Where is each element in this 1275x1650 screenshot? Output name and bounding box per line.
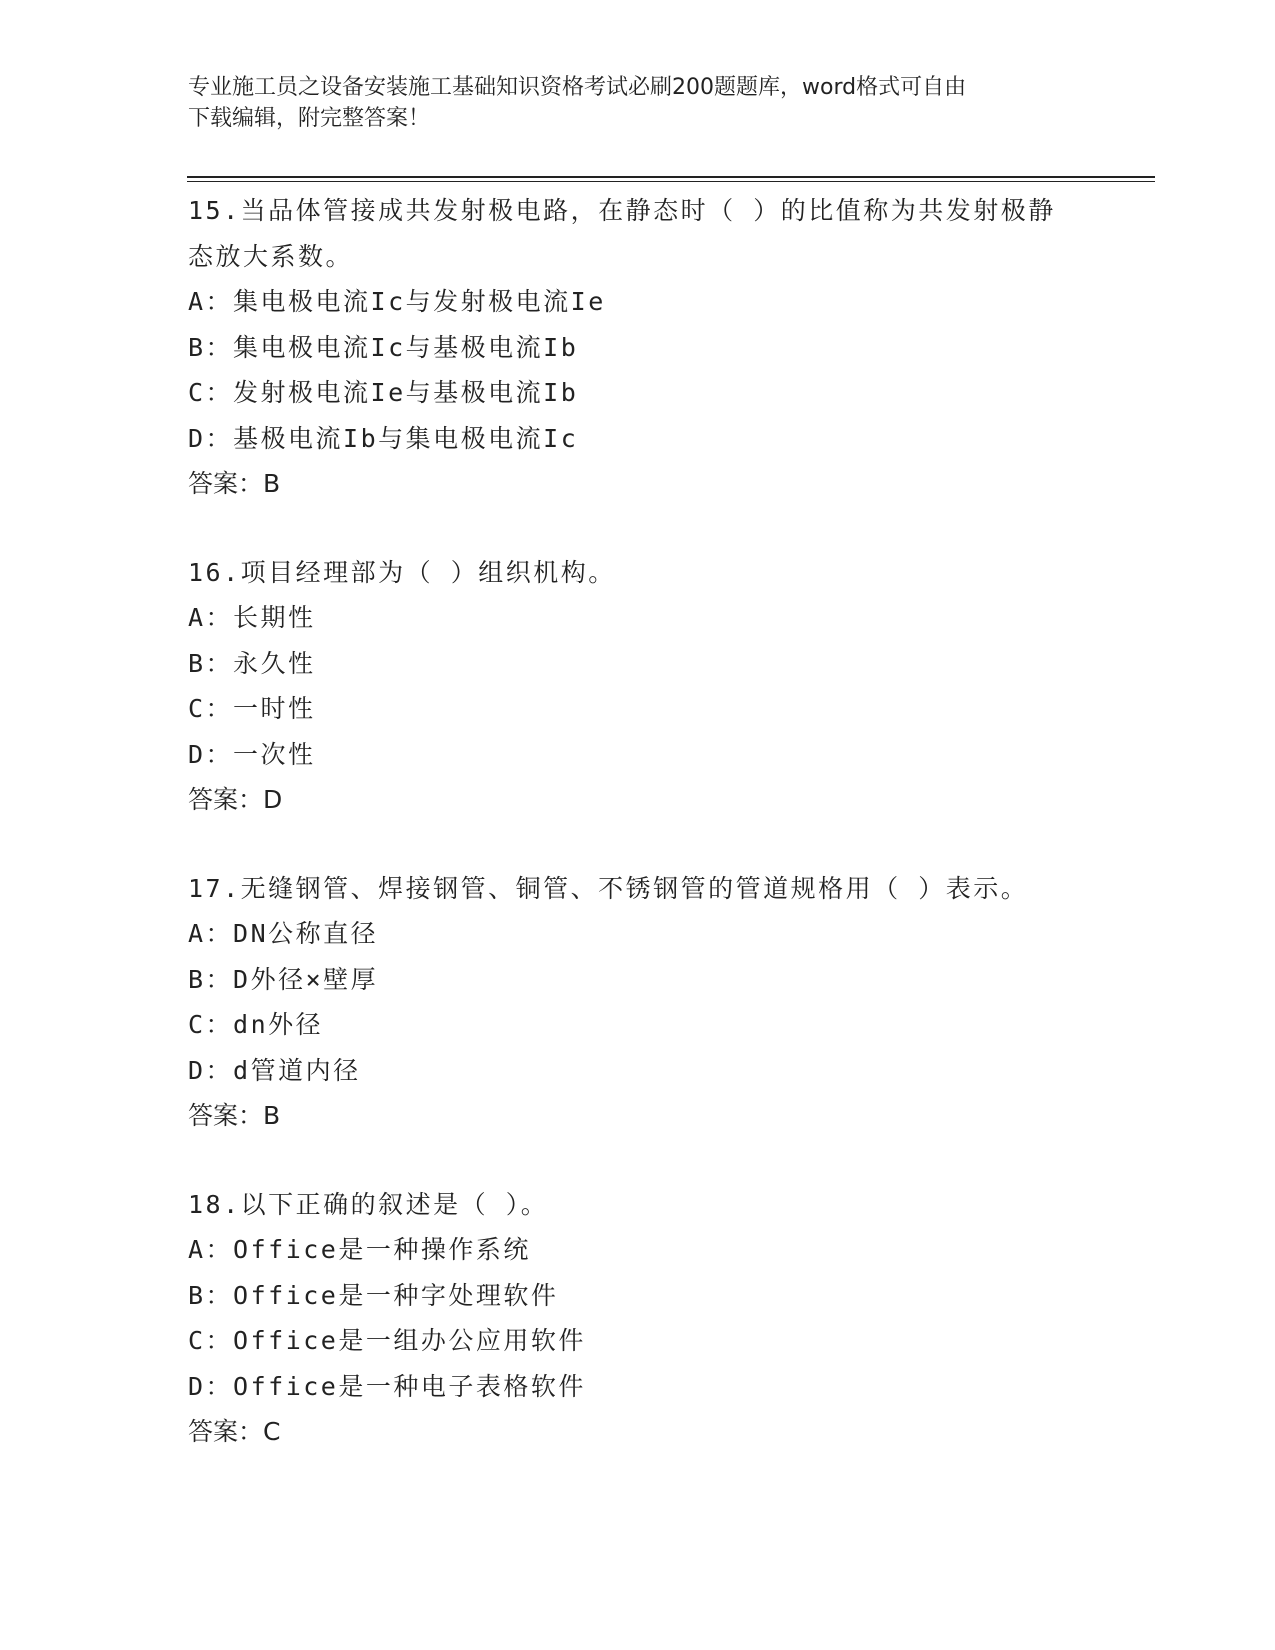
answer-line	[188, 461, 1148, 507]
question-15	[188, 188, 1148, 507]
option-b: B：集电极电流Ic与基极电流Ib	[188, 332, 579, 362]
question-stem: 15.当品体管接成共发射极电路，在静态时（ ）的比值称为共发射极静态放大系数。	[188, 196, 1056, 271]
answer-label: 答案：	[188, 469, 264, 498]
option-a: A：集电极电流Ic与发射极电流Ie	[188, 287, 606, 316]
answer-value: B	[263, 469, 281, 498]
option-a: A：Office是一种操作系统	[188, 1235, 531, 1264]
header-divider-thick	[187, 176, 1155, 178]
option-b: B：永久性	[188, 648, 316, 678]
option-d: D：d管道内径	[188, 1055, 361, 1085]
answer-label: 答案：	[188, 1101, 264, 1130]
header-divider-thin	[187, 181, 1155, 182]
option-d: D：Office是一种电子表格软件	[188, 1371, 586, 1401]
option-d: D：基极电流Ib与集电极电流Ic	[188, 423, 579, 453]
answer-label: 答案：	[188, 1417, 264, 1446]
option-d: D：一次性	[188, 739, 316, 769]
option-c: C：dn外径	[188, 1010, 324, 1039]
question-16	[188, 550, 1148, 823]
option-b: B：Office是一种字处理软件	[188, 1280, 559, 1310]
option-c: C：发射极电流Ie与基极电流Ib	[188, 378, 579, 407]
answer-line	[188, 1409, 1148, 1455]
answer-value: C	[263, 1417, 281, 1446]
question-17	[188, 866, 1148, 1139]
answer-value: B	[263, 1101, 281, 1130]
document-header	[188, 72, 1088, 134]
question-stem: 18.以下正确的叙述是（ ）。	[188, 1189, 549, 1219]
answer-value: D	[263, 785, 283, 814]
question-stem: 17.无缝钢管、焊接钢管、铜管、不锈钢管的管道规格用（ ）表示。	[188, 873, 1029, 903]
question-18	[188, 1182, 1148, 1455]
option-a: A：长期性	[188, 603, 316, 632]
header-line-1: 专业施工员之设备安装施工基础知识资格考试必刷200题题库，word格式可自由	[188, 75, 967, 100]
answer-label: 答案：	[188, 785, 264, 814]
answer-line	[188, 1093, 1148, 1139]
option-a: A：DN公称直径	[188, 919, 379, 948]
header-line-2: 下载编辑，附完整答案！	[188, 106, 431, 131]
answer-line	[188, 777, 1148, 823]
option-c: C：Office是一组办公应用软件	[188, 1326, 586, 1355]
question-stem: 16.项目经理部为（ ）组织机构。	[188, 557, 616, 587]
question-list	[188, 188, 1148, 1498]
option-c: C：一时性	[188, 694, 316, 723]
option-b: B：D外径×壁厚	[188, 964, 379, 994]
